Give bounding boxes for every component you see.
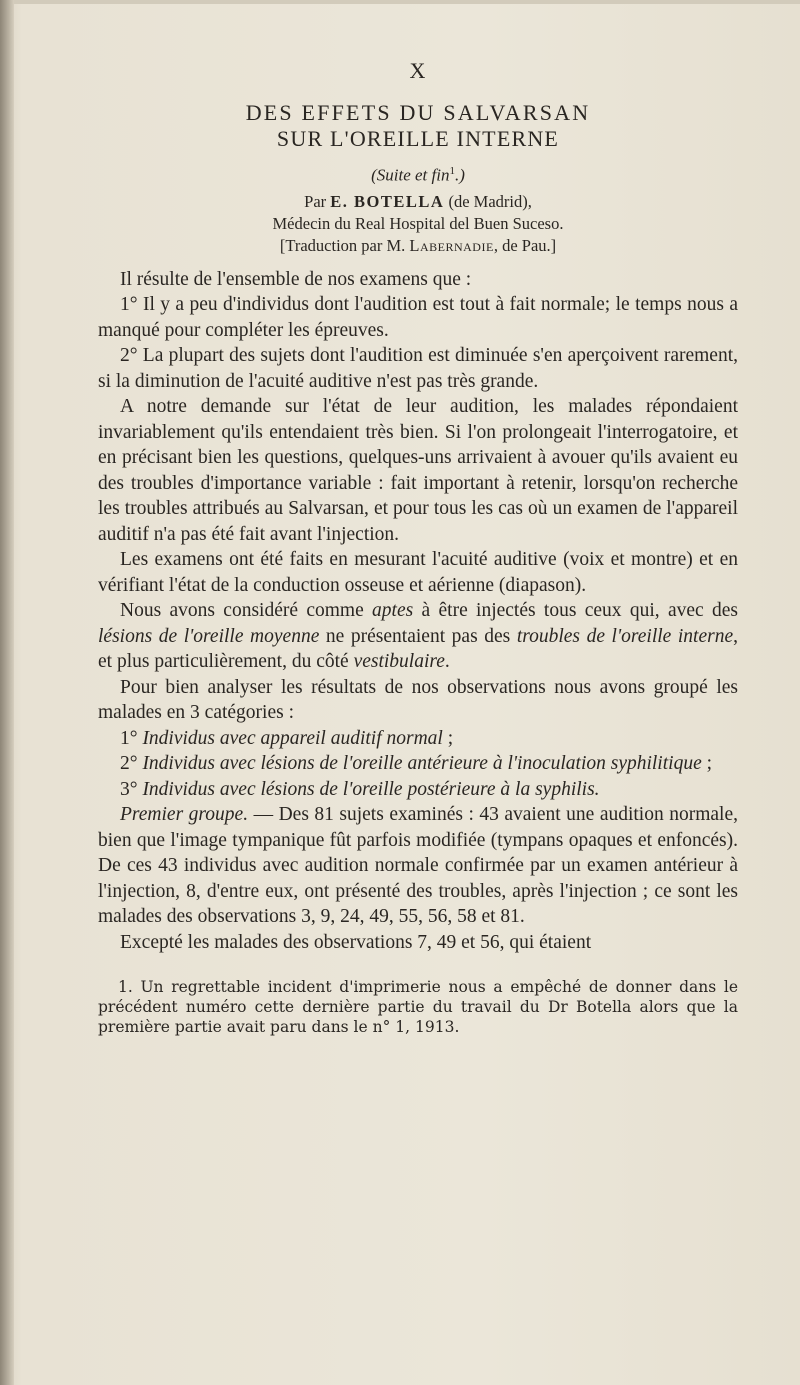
page-top-edge [0, 0, 800, 4]
category-1-text: Individus avec appareil auditif normal [142, 727, 443, 749]
p6-text-e: . [444, 651, 450, 673]
p6-vestibulaire: vestibulaire [353, 651, 445, 673]
author-place: (de Madrid), [444, 191, 532, 211]
article-header [98, 58, 738, 257]
suite-note [98, 160, 738, 187]
paragraph-6 [98, 598, 738, 675]
paragraph-3: 2° La plupart des sujets dont l'audition est diminuée s'en aperçoivent rarement, si la diminution de l'acuité auditive n'est pas très grande. [98, 345, 738, 392]
text-column [98, 58, 738, 1053]
affiliation: Médecin du Real Hospital del Buen Suceso. [272, 213, 564, 233]
article-body [98, 267, 738, 956]
footnote-ref: 1 [449, 165, 455, 177]
category-2-text: Individus avec lésions de l'oreille antérieure à l'inoculation syphilitique [142, 753, 702, 775]
category-1-end: ; [442, 727, 454, 749]
paragraph-last: Excepté les malades des observations 7, 49 et 56, qui étaient [120, 931, 592, 953]
footnote: 1. Un regrettable incident d'imprimerie nous a empêché de donner dans le précédent numéro cette dernière partie du travail du Dr Botella alors que la première partie avait paru dans le n° 1, 1913. [98, 978, 738, 1037]
binding-edge [0, 0, 14, 1385]
suite-close: .) [454, 165, 465, 185]
author-name: E. BOTELLA [330, 191, 445, 211]
byline-par: Par [304, 191, 331, 211]
p6-aptes: aptes [372, 600, 414, 622]
chapter-number: X [409, 58, 427, 83]
category-2-end: ; [701, 753, 713, 775]
p6-troubles: troubles de l'oreille interne [516, 625, 734, 647]
translation-prefix: [Traduction par M. [279, 235, 410, 255]
paragraph-7: Pour bien analyser les résultats de nos observations nous avons groupé les malades en 3 catégories : [98, 676, 738, 724]
p6-text-b: à être injectés tous ceux qui, avec des [413, 600, 738, 622]
p6-text-a: Nous avons considéré comme [120, 600, 373, 622]
premier-groupe-label: Premier groupe. [120, 804, 249, 826]
p6-lesions: lésions de l'oreille moyenne [98, 625, 320, 647]
category-3-num: 3° [120, 778, 143, 800]
paragraph-1: Il résulte de l'ensemble de nos examens que : [120, 268, 472, 290]
byline [98, 191, 738, 213]
title-line-2: SUR L'OREILLE INTERNE [276, 126, 560, 151]
category-3 [98, 777, 738, 803]
category-2 [98, 751, 738, 777]
paragraph-premier-groupe [98, 802, 738, 930]
p6-text-c: ne présentaient pas des [319, 625, 517, 647]
category-1 [98, 726, 738, 752]
category-3-text: Individus avec lésions de l'oreille postérieure à la syphilis. [142, 778, 600, 800]
premier-groupe-text: — Des 81 sujets examinés : 43 avaient une audition normale, bien que l'image tympanique fût parfois modifiée (tympans opaques et enfoncés). De ces 43 individus avec audition normale confirmée par un examen antérieur à l'injection, 8, d'entre eux, ont présenté des troubles, après l'injection ; ce sont les malades des observations 3, 9, 24, 49, 55, 56, 58 et 81. [98, 804, 738, 928]
translation-suffix: , de Pau.] [493, 235, 557, 255]
p6-text-d: , et plus particulièrement, du côté [98, 625, 738, 673]
translation-credit [98, 235, 738, 257]
paragraph-2: 1° Il y a peu d'individus dont l'audition est tout à fait normale; le temps nous a manqué pour compléter les épreuves. [98, 294, 738, 341]
category-1-num: 1° [120, 727, 143, 749]
title-line-1: DES EFFETS DU SALVARSAN [245, 100, 591, 125]
translator-name: Labernadie [409, 235, 494, 255]
suite-text: (Suite et fin [371, 165, 450, 185]
paragraph-4: A notre demande sur l'état de leur audition, les malades répondaient invariablement qu'ils entendaient très bien. Si l'on prolongeait l'interrogatoire, et en précisant bien les questions, quelques-uns arrivaient à avouer qu'ils avaient eu des troubles d'importance variable : fait important à retenir, lorsqu'on recherche les troubles attribués au Salvarsan, et pour tous les cas où un examen de l'appareil auditif n'a pas été fait avant l'injection. [98, 396, 738, 545]
category-2-num: 2° [120, 753, 143, 775]
paragraph-5: Les examens ont été faits en mesurant l'acuité auditive (voix et montre) et en vérifiant l'état de la conduction osseuse et aérienne (diapason). [98, 549, 738, 596]
